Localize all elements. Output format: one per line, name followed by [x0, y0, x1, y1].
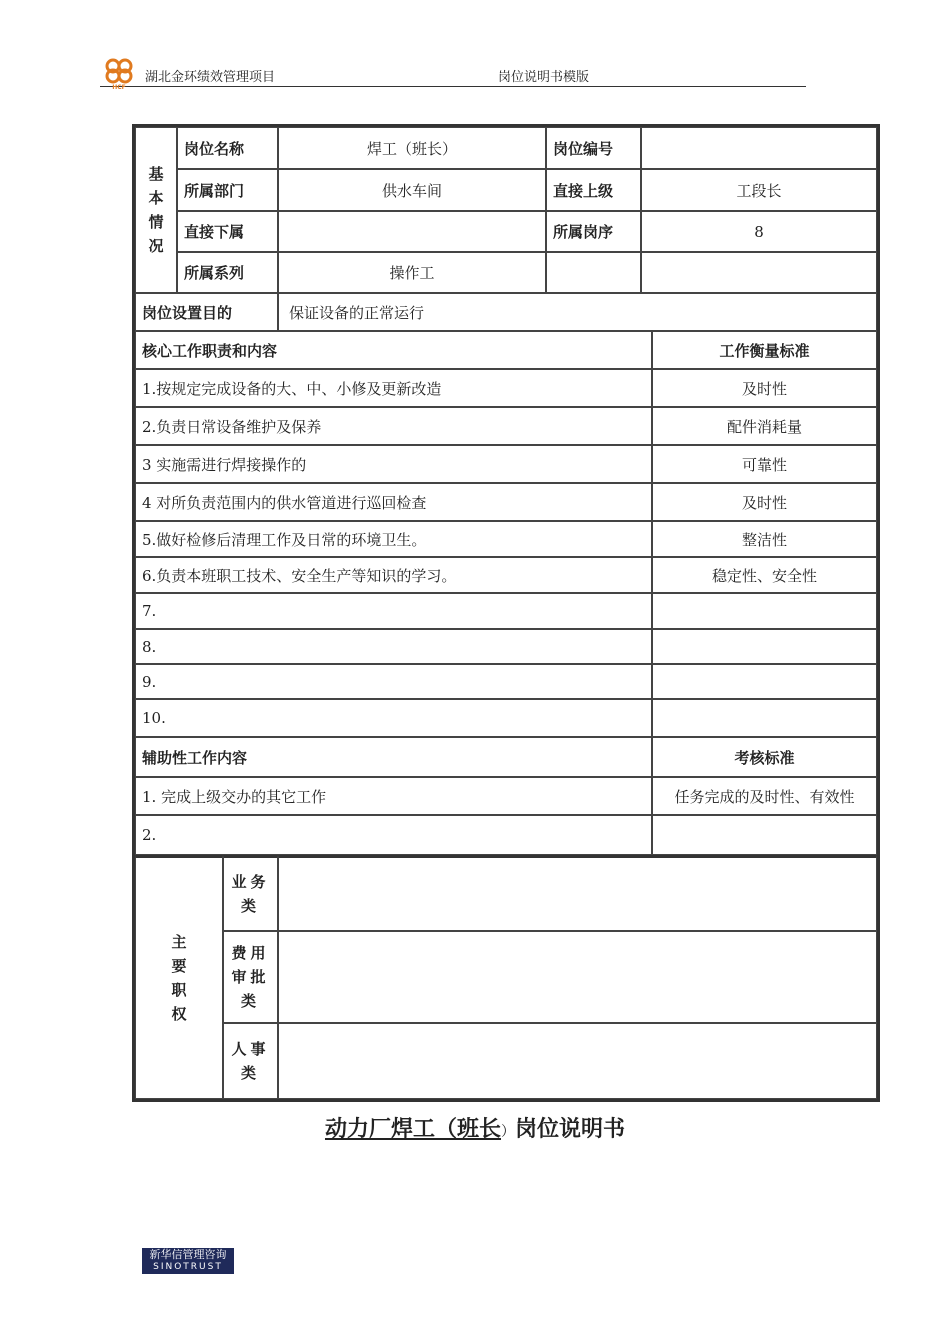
core-duty-standard: [652, 593, 877, 629]
subordinate-label: 直接下属: [177, 211, 278, 252]
dept-label: 所属部门: [177, 169, 278, 211]
svg-text:HCF: HCF: [112, 84, 126, 90]
authority-section-label: 主要职权: [135, 855, 223, 1099]
core-duty-standard: 配件消耗量: [652, 407, 877, 445]
dept-value: 供水车间: [278, 169, 546, 211]
core-duty-row: 8.: [135, 629, 652, 664]
authority-value: [278, 931, 877, 1023]
core-duty-standard: [652, 699, 877, 737]
core-duty-row: 3 实施需进行焊接操作的: [135, 445, 652, 483]
series-label: 所属系列: [177, 252, 278, 293]
header-doc-name: 岗位说明书模版: [498, 70, 590, 85]
core-duty-standard: [652, 629, 877, 664]
seq-label: 所属岗序: [546, 211, 641, 252]
core-duty-standard: [652, 664, 877, 699]
purpose-label: 岗位设置目的: [135, 293, 278, 331]
basic-section-label: 基本情况: [135, 127, 177, 293]
sinotrust-logo: 新华信管理咨询 SINOTRUST: [142, 1248, 234, 1274]
post-name-value: 焊工（班长）: [278, 127, 546, 169]
authority-type-label: 费用审批类: [223, 931, 278, 1023]
core-duty-row: 2.负责日常设备维护及保养: [135, 407, 652, 445]
purpose-value: 保证设备的正常运行: [278, 293, 877, 331]
aux-duty-standard: 任务完成的及时性、有效性: [652, 777, 877, 815]
seq-value: 8: [641, 211, 877, 252]
series-value: 操作工: [278, 252, 546, 293]
core-duty-row: 7.: [135, 593, 652, 629]
superior-value: 工段长: [641, 169, 877, 211]
core-duty-standard: 及时性: [652, 369, 877, 407]
header-project-name: 湖北金环绩效管理项目: [145, 70, 276, 85]
core-duty-row: 4 对所负责范围内的供水管道进行巡回检查: [135, 483, 652, 521]
company-logo-icon: [100, 56, 138, 90]
superior-label: 直接上级: [546, 169, 641, 211]
authority-type-label: 业务类: [223, 855, 278, 931]
aux-standard-header: 考核标准: [652, 737, 877, 777]
core-duty-row: 5.做好检修后清理工作及日常的环境卫生。: [135, 521, 652, 557]
authority-type-label: 人事类: [223, 1023, 278, 1099]
post-name-label: 岗位名称: [177, 127, 278, 169]
post-no-value: [641, 127, 877, 169]
core-duty-standard: 整洁性: [652, 521, 877, 557]
job-description-form: [132, 124, 880, 1102]
core-duty-row: 6.负责本班职工技术、安全生产等知识的学习。: [135, 557, 652, 593]
page-header: [100, 56, 806, 90]
authority-value: [278, 1023, 877, 1099]
core-duty-row: 10.: [135, 699, 652, 737]
subordinate-value: [278, 211, 546, 252]
core-duty-row: 9.: [135, 664, 652, 699]
core-duty-standard: 可靠性: [652, 445, 877, 483]
core-duty-standard: 及时性: [652, 483, 877, 521]
post-no-label: 岗位编号: [546, 127, 641, 169]
aux-duty-row: 1. 完成上级交办的其它工作: [135, 777, 652, 815]
aux-duties-header: 辅助性工作内容: [135, 737, 652, 777]
empty-cell: [546, 252, 641, 293]
core-duty-row: 1.按规定完成设备的大、中、小修及更新改造: [135, 369, 652, 407]
document-title: 动力厂焊工（班长）岗位说明书: [324, 1117, 626, 1142]
aux-duty-standard: [652, 815, 877, 855]
aux-duty-row: 2.: [135, 815, 652, 855]
empty-cell: [641, 252, 877, 293]
authority-value: [278, 855, 877, 931]
core-duty-standard: 稳定性、安全性: [652, 557, 877, 593]
core-standard-header: 工作衡量标准: [652, 331, 877, 369]
core-duties-header: 核心工作职责和内容: [135, 331, 652, 369]
